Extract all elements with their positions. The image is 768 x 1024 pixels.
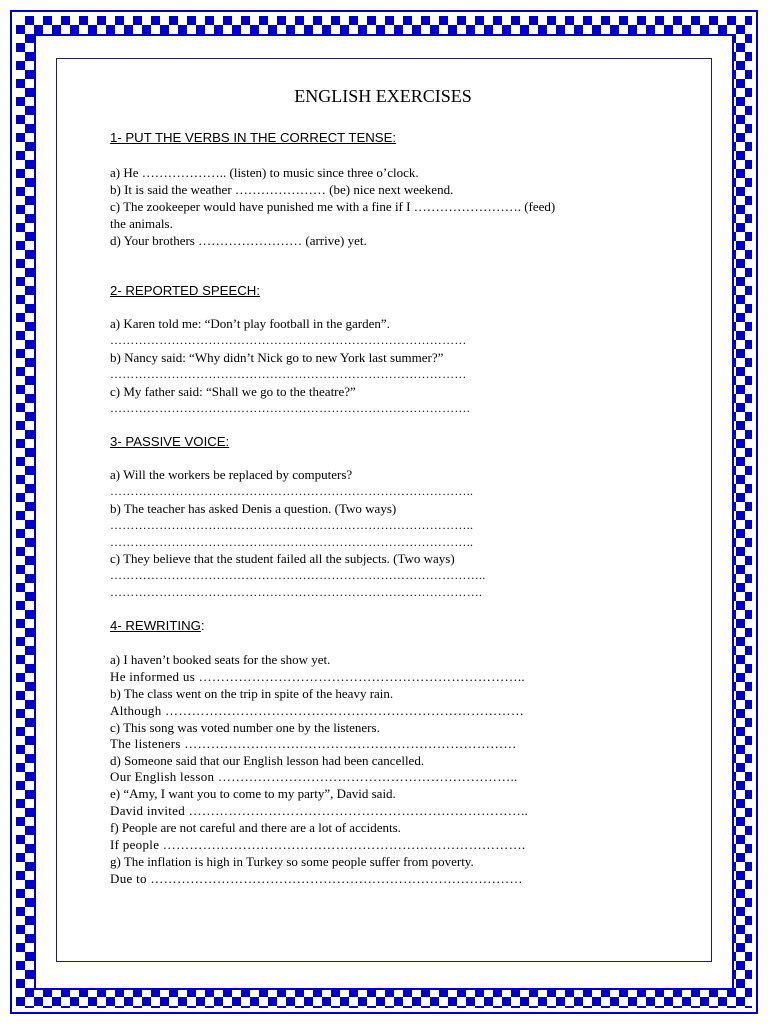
exercise-line: a) I haven’t booked seats for the show yet. [110, 652, 331, 667]
exercise-line: b) Nancy said: “Why didn’t Nick go to new York last summer?” [110, 350, 444, 365]
section-heading-passive-voice: 3- PASSIVE VOICE: [110, 434, 230, 449]
exercise-line: c) This song was voted number one by the listeners. [110, 720, 380, 735]
exercise-line: a) He ……………….. (listen) to music since three o’clock. [110, 165, 419, 180]
exercise-line: a) Will the workers be replaced by computers? [110, 467, 353, 482]
exercise-line: the animals. [110, 216, 173, 231]
exercise-line: g) The inflation is high in Turkey so some people suffer from poverty. [110, 854, 474, 869]
rewriting-heading-colon: : [200, 618, 205, 633]
exercise-line: d) Your brothers …………………… (arrive) yet. [110, 233, 367, 248]
section-heading-reported-speech: 2- REPORTED SPEECH: [110, 283, 260, 298]
answer-line: Due to ………………………………………………………………………… [110, 871, 523, 886]
answer-line: Although ……………………………………………………………………… [110, 703, 525, 718]
answer-line: If people ………………………………………………………………………. [110, 837, 526, 852]
exercise-line: f) People are not careful and there are a lot of accidents. [110, 820, 401, 835]
answer-line: David invited ………………………………………………………………….. [110, 803, 529, 818]
answer-line: …………………………………………………………………………….. [110, 484, 474, 498]
answer-line: ………………………………………………………………………………. [110, 585, 483, 599]
exercise-line: b) The class went on the trip in spite of the heavy rain. [110, 686, 394, 701]
answer-line: …………………………………………………………………………… [110, 367, 467, 381]
exercise-line: a) Karen told me: “Don’t play football in the garden”. [110, 316, 390, 331]
answer-line: …………………………………………………………………………… [110, 333, 467, 347]
answer-line: Our English lesson ………………………………………………………….. [110, 769, 518, 784]
exercise-line: b) The teacher has asked Denis a question. (Two ways) [110, 501, 397, 516]
exercise-line: c) The zookeeper would have punished me with a fine if I ……………………. (feed) [110, 199, 556, 214]
answer-line: …………………………………………………………………………….. [110, 535, 474, 549]
exercise-line: b) It is said the weather ………………… (be) nice next weekend. [110, 182, 454, 197]
exercise-line: c) My father said: “Shall we go to the theatre?” [110, 384, 356, 399]
answer-line: He informed us ……………………………………………………………….. [110, 669, 525, 684]
exercise-line: c) They believe that the student failed all the subjects. (Two ways) [110, 551, 455, 566]
page-title: ENGLISH EXERCISES [294, 86, 472, 106]
answer-line: ……………………………………………………………………………….. [110, 568, 486, 582]
exercise-line: d) Someone said that our English lesson had been cancelled. [110, 753, 425, 768]
exercise-line: e) “Amy, I want you to come to my party”, David said. [110, 786, 396, 801]
answer-line: …………………………………………………………………………….. [110, 518, 474, 532]
answer-line: The listeners ………………………………………………………………… [110, 736, 517, 751]
section-heading-tense: 1- PUT THE VERBS IN THE CORRECT TENSE: [110, 130, 397, 145]
rewriting-heading-text: 4- REWRITING [110, 618, 201, 633]
answer-line: ……………………………………………………………………………. [110, 401, 470, 415]
section-heading-rewriting [110, 618, 205, 633]
